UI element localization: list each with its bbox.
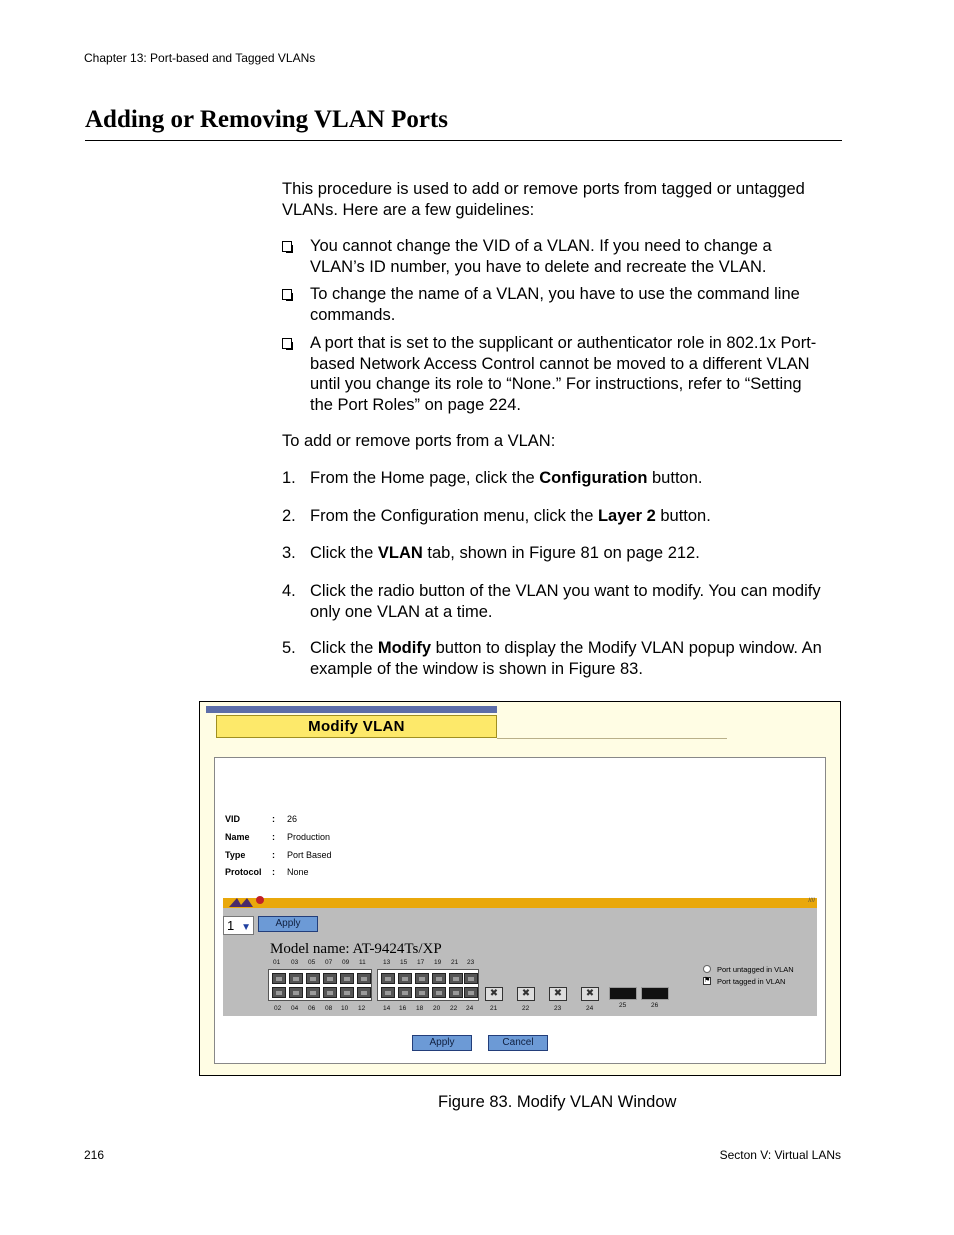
port[interactable] [272, 987, 286, 998]
port[interactable] [306, 973, 320, 984]
checkbox-bullet-icon [282, 338, 292, 349]
page-number: 216 [84, 1148, 105, 1162]
port[interactable] [449, 987, 463, 998]
vid-value: 26 [287, 814, 298, 824]
port[interactable] [289, 973, 303, 984]
figure-caption: Figure 83. Modify VLAN Window [438, 1093, 677, 1111]
name-value: Production [287, 832, 331, 842]
port-group-1-12 [268, 969, 372, 1001]
combo-port[interactable]: ✖ [485, 987, 503, 1001]
port[interactable] [415, 987, 429, 998]
apply-unit-button[interactable]: Apply [258, 916, 318, 932]
untagged-radio-icon [703, 965, 711, 973]
port[interactable] [306, 987, 320, 998]
port[interactable] [323, 987, 337, 998]
port[interactable] [340, 987, 354, 998]
cancel-button[interactable]: Cancel [488, 1035, 548, 1051]
section-title: Adding or Removing VLAN Ports [85, 106, 448, 133]
port[interactable] [432, 973, 446, 984]
port[interactable] [381, 987, 395, 998]
chapter-header: Chapter 13: Port-based and Tagged VLANs [84, 51, 316, 65]
checkbox-bullet-icon [282, 289, 292, 300]
apply-button[interactable]: Apply [412, 1035, 472, 1051]
port[interactable] [323, 973, 337, 984]
logo-icon [227, 896, 267, 908]
port[interactable] [398, 987, 412, 998]
port[interactable] [432, 987, 446, 998]
device-header-bar [223, 898, 817, 908]
combo-port[interactable]: ✖ [517, 987, 535, 1001]
tab-modify-vlan[interactable]: Modify VLAN [216, 715, 497, 738]
chevron-down-icon: ▼ [241, 922, 251, 933]
port[interactable] [449, 973, 463, 984]
tagged-flag-icon: ⚑ [704, 977, 711, 984]
port[interactable] [357, 973, 371, 984]
port-group-13-24 [377, 969, 479, 1001]
sfp-port[interactable] [641, 987, 669, 1000]
model-name: Model name: AT-9424Ts/XP [270, 941, 442, 957]
sfp-port[interactable] [609, 987, 637, 1000]
checkbox-bullet-icon [282, 241, 292, 252]
port[interactable] [398, 973, 412, 984]
title-rule [85, 140, 842, 141]
unit-select[interactable]: 1 ▼ [223, 916, 254, 935]
combo-port[interactable]: ✖ [549, 987, 567, 1001]
combo-port[interactable]: ✖ [581, 987, 599, 1001]
port[interactable] [289, 987, 303, 998]
port[interactable] [340, 973, 354, 984]
port[interactable] [381, 973, 395, 984]
port[interactable] [357, 987, 371, 998]
footer-section: Secton V: Virtual LANs [719, 1148, 841, 1162]
tab-divider [497, 738, 727, 739]
port[interactable] [415, 973, 429, 984]
protocol-value: None [287, 867, 309, 877]
port[interactable] [272, 973, 286, 984]
tab-top-bar [206, 706, 497, 713]
port[interactable] [464, 973, 478, 984]
port[interactable] [464, 987, 478, 998]
grip-icon: //// [808, 898, 815, 904]
type-value: Port Based [287, 850, 332, 860]
steps-intro: To add or remove ports from a VLAN: [282, 432, 556, 450]
intro-paragraph: This procedure is used to add or remove ports from tagged or untagged VLANs. Here are a few guidelines: [282, 180, 805, 219]
